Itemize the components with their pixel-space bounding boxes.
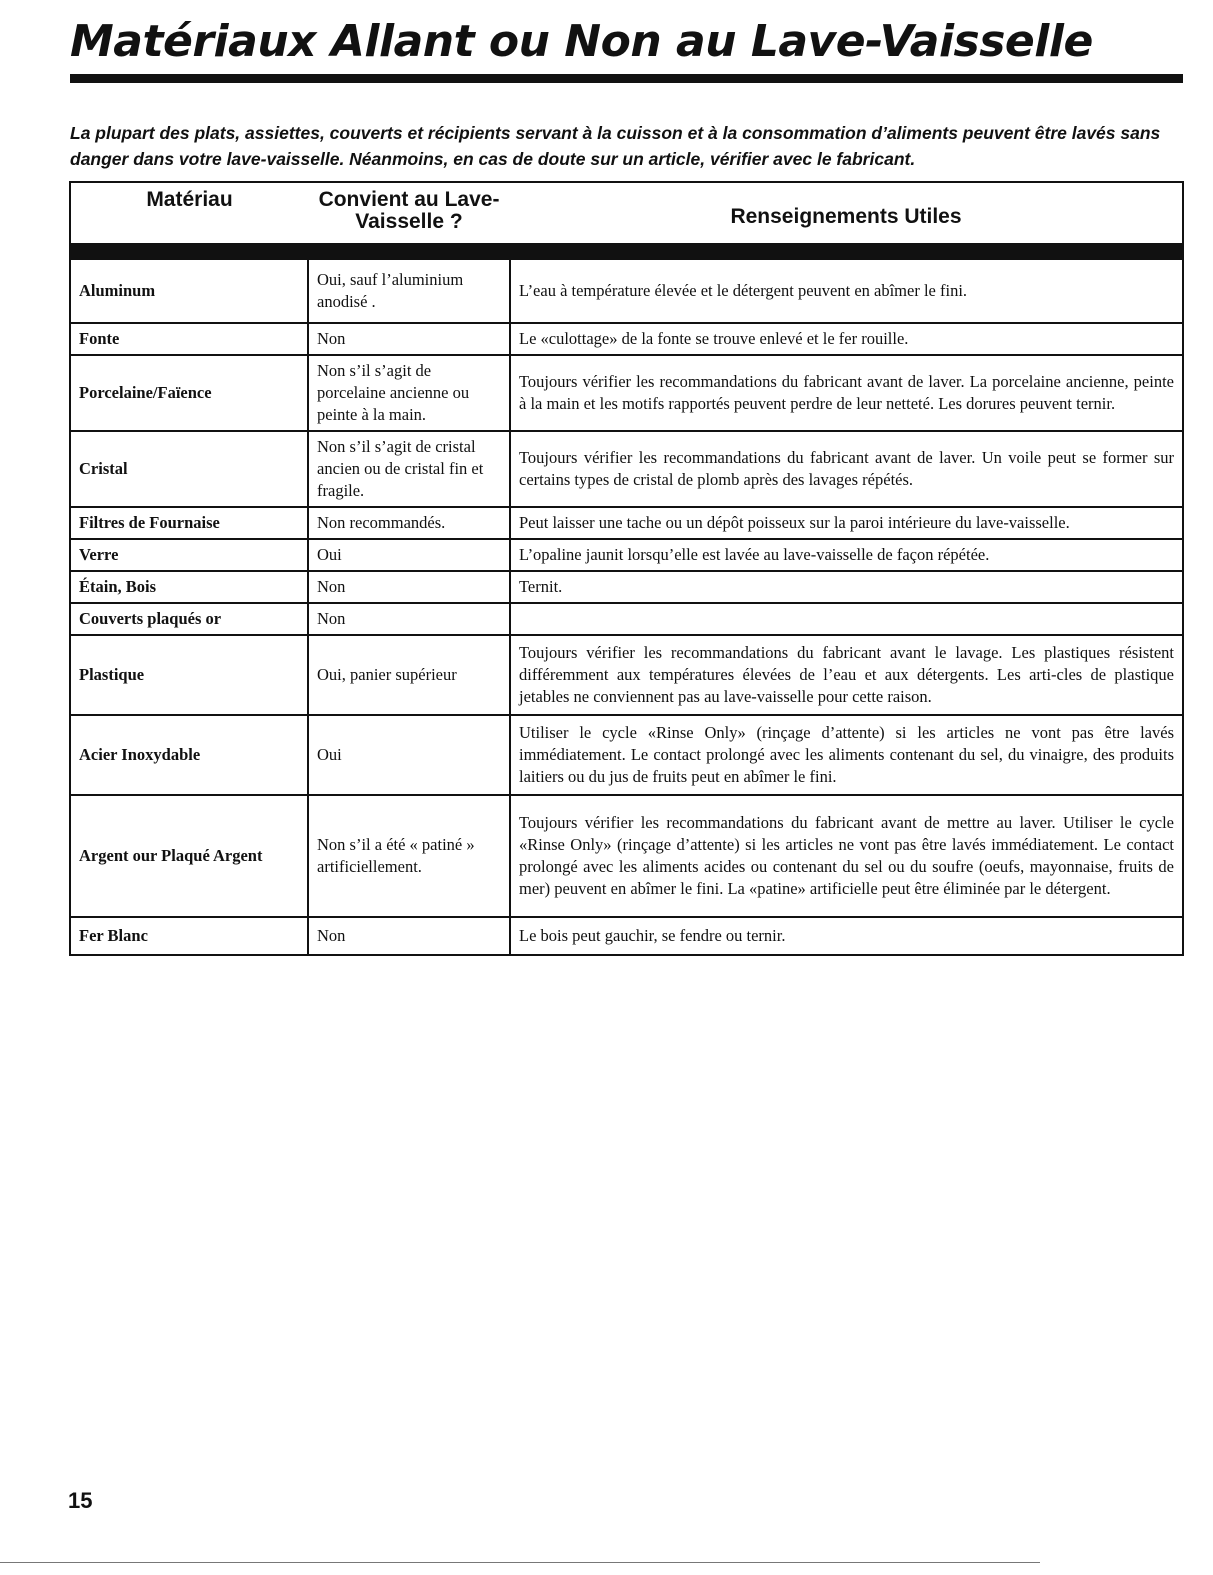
table-row bbox=[70, 571, 1183, 603]
intro-paragraph: La plupart des plats, assiettes, couverts et récipients servant à la cuisson et à la consommation d’aliments peuvent être lavés sans danger dans votre lave-vaisselle. Néanmoins, en cas de doute sur un article, vérifier avec le fabricant. bbox=[70, 123, 1161, 169]
material-cell: Fonte bbox=[70, 323, 308, 355]
material-cell: Fer Blanc bbox=[70, 917, 308, 955]
dishwasher-safe-cell: Oui bbox=[308, 539, 510, 571]
info-cell: L’eau à température élevée et le détergent peuvent en abîmer le fini. bbox=[510, 259, 1183, 323]
table-row bbox=[70, 355, 1183, 431]
dishwasher-safe-cell: Non recommandés. bbox=[308, 507, 510, 539]
material-cell: Plastique bbox=[70, 635, 308, 715]
dishwasher-safe-cell: Non s’il a été « patiné » artificiellement. bbox=[308, 795, 510, 917]
material-cell: Filtres de Fournaise bbox=[70, 507, 308, 539]
info-cell: Ternit. bbox=[510, 571, 1183, 603]
info-cell: L’opaline jaunit lorsqu’elle est lavée au lave-vaisselle de façon répétée. bbox=[510, 539, 1183, 571]
header-suitable: Convient au Lave-Vaisselle ? bbox=[318, 188, 500, 233]
table-row bbox=[70, 715, 1183, 795]
page-title: Matériaux Allant ou Non au Lave-Vaisselle bbox=[70, 16, 1093, 67]
table-row bbox=[70, 539, 1183, 571]
header-divider-bar bbox=[70, 243, 1183, 259]
material-cell: Verre bbox=[70, 539, 308, 571]
dishwasher-safe-cell: Non s’il s’agit de cristal ancien ou de cristal fin et fragile. bbox=[308, 431, 510, 507]
table-row bbox=[70, 603, 1183, 635]
dishwasher-safe-cell: Oui bbox=[308, 715, 510, 795]
table-row bbox=[70, 917, 1183, 955]
info-cell: Toujours vérifier les recommandations du fabricant avant de laver. La porcelaine ancienne, peinte à la main et les motifs rapportés peuvent perdre de leur netteté. Les dorures peuvent ternir. bbox=[510, 355, 1183, 431]
table-row bbox=[70, 323, 1183, 355]
dishwasher-safe-cell: Non bbox=[308, 571, 510, 603]
materials-table bbox=[69, 181, 1184, 956]
info-cell: Le «culottage» de la fonte se trouve enlevé et le fer rouille. bbox=[510, 323, 1183, 355]
material-cell: Cristal bbox=[70, 431, 308, 507]
material-cell: Porcelaine/Faïence bbox=[70, 355, 308, 431]
info-cell: Utiliser le cycle «Rinse Only» (rinçage d’attente) si les articles ne vont pas être lavés immédiatement. Le contact prolongé avec les aliments contenant du sel, du vinaigre, des produits laitiers ou du jus de fruits peut en abîmer le fini. bbox=[510, 715, 1183, 795]
info-cell: Toujours vérifier les recommandations du fabricant avant de laver. Un voile peut se former sur certains types de cristal de plomb après des lavages répétés. bbox=[510, 431, 1183, 507]
dishwasher-safe-cell: Non bbox=[308, 603, 510, 635]
page-number: 15 bbox=[68, 1488, 93, 1513]
material-cell: Acier Inoxydable bbox=[70, 715, 308, 795]
header-material: Matériau bbox=[146, 188, 233, 211]
material-cell: Étain, Bois bbox=[70, 571, 308, 603]
title-underline-rule bbox=[70, 74, 1183, 83]
table-row bbox=[70, 795, 1183, 917]
info-cell: Toujours vérifier les recommandations du fabricant avant le lavage. Les plastiques résistent différemment aux températures élevées de l’eau et aux détergents. Les arti-cles de plastique jetables ne conviennent pas au lave-vaisselle pour cette raison. bbox=[510, 635, 1183, 715]
dishwasher-safe-cell: Non bbox=[308, 323, 510, 355]
info-cell: Peut laisser une tache ou un dépôt poisseux sur la paroi intérieure du lave-vaisselle. bbox=[510, 507, 1183, 539]
material-cell: Argent our Plaqué Argent bbox=[70, 795, 308, 917]
dishwasher-safe-cell: Non s’il s’agit de porcelaine ancienne ou peinte à la main. bbox=[308, 355, 510, 431]
table-row bbox=[70, 431, 1183, 507]
info-cell bbox=[510, 603, 1183, 635]
material-cell: Aluminum bbox=[70, 259, 308, 323]
table-row bbox=[70, 259, 1183, 323]
bottom-rule bbox=[0, 1562, 1040, 1563]
header-info: Renseignements Utiles bbox=[730, 205, 962, 228]
table-header-row bbox=[70, 182, 1183, 243]
dishwasher-safe-cell: Oui, panier supérieur bbox=[308, 635, 510, 715]
material-cell: Couverts plaqués or bbox=[70, 603, 308, 635]
dishwasher-safe-cell: Non bbox=[308, 917, 510, 955]
dishwasher-safe-cell: Oui, sauf l’aluminium anodisé . bbox=[308, 259, 510, 323]
table-row bbox=[70, 635, 1183, 715]
table-body bbox=[70, 259, 1183, 955]
info-cell: Toujours vérifier les recommandations du fabricant avant de mettre au laver. Utiliser le cycle «Rinse Only» (rinçage d’attente) si les articles ne vont pas être lavés immédiatement. Le contact prolongé avec les aliments acides ou contenant du sel ou du soufre (oeufs, mayonnaise, fruits de mer) peuvent en abîmer le fini. La «patine» artificielle peut être éliminée par le détergent. bbox=[510, 795, 1183, 917]
table-row bbox=[70, 507, 1183, 539]
info-cell: Le bois peut gauchir, se fendre ou ternir. bbox=[510, 917, 1183, 955]
